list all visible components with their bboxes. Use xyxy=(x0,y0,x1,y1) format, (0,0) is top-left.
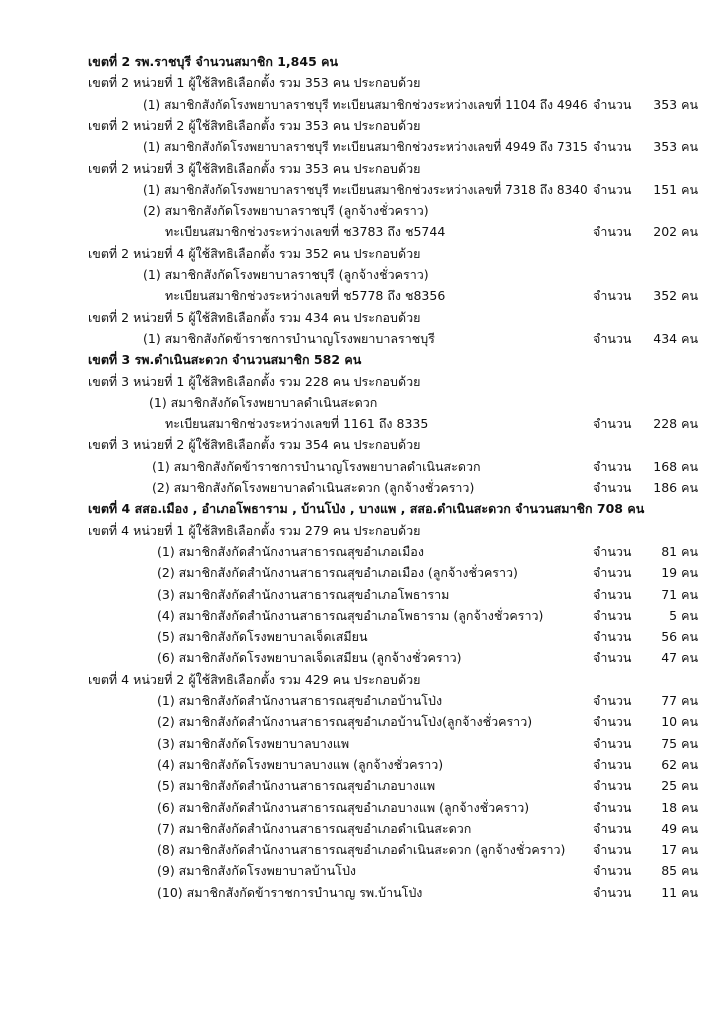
member-count: 49 คน xyxy=(661,820,698,836)
member-count: 19 คน xyxy=(661,565,698,581)
line-text: (9) สมาชิกสังกัดโรงพยาบาลบ้านโป่ง xyxy=(157,863,357,879)
line-text: (1) สมาชิกสังกัดข้าราชการบำนาญโรงพยาบาลดำเนินสะดวก xyxy=(152,458,481,474)
member-item xyxy=(0,882,724,903)
line-text: (3) สมาชิกสังกัดสำนักงานสาธารณสุขอำเภอโพธาราม xyxy=(157,586,450,602)
unit-heading xyxy=(0,669,724,690)
line-text: เขตที่ 2 รพ.ราชบุรี จำนวนสมาชิก 1,845 คน xyxy=(88,54,339,69)
member-item xyxy=(0,328,724,349)
amount-label: จำนวน xyxy=(593,799,632,815)
line-text: (1) สมาชิกสังกัดข้าราชการบำนาญโรงพยาบาลราชบุรี xyxy=(143,330,435,346)
amount-label: จำนวน xyxy=(593,863,632,879)
member-item xyxy=(0,477,724,498)
member-item xyxy=(0,200,724,221)
member-count: 11 คน xyxy=(661,884,698,900)
member-count: 85 คน xyxy=(661,863,698,879)
member-item xyxy=(0,797,724,818)
line-text: (6) สมาชิกสังกัดโรงพยาบาลเจ็ดเสมียน (ลูกจ้างชั่วคราว) xyxy=(157,650,462,666)
member-count: 56 คน xyxy=(661,629,698,645)
member-count: 5 คน xyxy=(669,607,698,623)
amount-label: จำนวน xyxy=(593,629,632,645)
line-text: (6) สมาชิกสังกัดสำนักงานสาธารณสุขอำเภอบางแพ (ลูกจ้างชั่วคราว) xyxy=(157,799,530,815)
line-text: (1) สมาชิกสังกัดสำนักงานสาธารณสุขอำเภอเมือง xyxy=(157,543,424,559)
member-item xyxy=(0,584,724,605)
unit-heading xyxy=(0,243,724,264)
amount-label: จำนวน xyxy=(593,650,632,666)
line-text: (4) สมาชิกสังกัดสำนักงานสาธารณสุขอำเภอโพธาราม (ลูกจ้างชั่วคราว) xyxy=(157,607,544,623)
line-text: (1) สมาชิกสังกัดสำนักงานสาธารณสุขอำเภอบ้านโป่ง xyxy=(157,693,443,708)
line-text: (5) สมาชิกสังกัดสำนักงานสาธารณสุขอำเภอบางแพ xyxy=(157,778,436,794)
line-text: เขตที่ 4 หน่วยที่ 1 ผู้ใช้สิทธิเลือกตั้ง รวม 279 คน ประกอบด้วย xyxy=(88,522,421,538)
amount-label: จำนวน xyxy=(593,480,632,495)
member-item xyxy=(0,839,724,860)
unit-heading xyxy=(0,158,724,179)
member-count: 62 คน xyxy=(661,756,698,772)
member-count: 353 คน xyxy=(653,139,698,155)
member-count: 151 คน xyxy=(653,181,698,197)
member-item xyxy=(0,264,724,285)
line-text: (7) สมาชิกสังกัดสำนักงานสาธารณสุขอำเภอดำเนินสะดวก xyxy=(157,820,472,836)
member-item xyxy=(0,860,724,881)
line-text: (5) สมาชิกสังกัดโรงพยาบาลเจ็ดเสมียน xyxy=(157,629,368,645)
member-item xyxy=(0,754,724,775)
amount-label: จำนวน xyxy=(593,288,632,304)
line-text: (1) สมาชิกสังกัดโรงพยาบาลราชบุรี ทะเบียนสมาชิกช่วงระหว่างเลขที่ 1104 ถึง 4946 xyxy=(143,96,588,112)
member-item xyxy=(0,818,724,839)
amount-label: จำนวน xyxy=(593,586,632,602)
member-count: 75 คน xyxy=(661,735,698,751)
unit-heading xyxy=(0,307,724,328)
amount-label: จำนวน xyxy=(593,842,632,858)
line-text: (3) สมาชิกสังกัดโรงพยาบาลบางแพ xyxy=(157,735,350,751)
member-item xyxy=(0,456,724,477)
unit-heading xyxy=(0,115,724,136)
member-count: 71 คน xyxy=(661,586,698,602)
section-heading xyxy=(0,349,724,370)
line-text: ทะเบียนสมาชิกช่วงระหว่างเลขที่ 1161 ถึง 8335 xyxy=(165,416,429,432)
amount-label: จำนวน xyxy=(593,416,632,432)
member-count: 81 คน xyxy=(661,543,698,559)
unit-heading xyxy=(0,72,724,93)
member-item xyxy=(0,179,724,200)
amount-label: จำนวน xyxy=(593,607,632,623)
member-item xyxy=(0,285,724,306)
member-item xyxy=(0,690,724,711)
line-text: ทะเบียนสมาชิกช่วงระหว่างเลขที่ ช5778 ถึง ช8356 xyxy=(165,288,446,304)
line-text: เขตที่ 2 หน่วยที่ 1 ผู้ใช้สิทธิเลือกตั้ง รวม 353 คน ประกอบด้วย xyxy=(88,75,421,91)
member-count: 186 คน xyxy=(653,480,698,495)
member-item xyxy=(0,626,724,647)
amount-label: จำนวน xyxy=(593,224,632,240)
amount-label: จำนวน xyxy=(593,139,632,155)
section-heading xyxy=(0,498,724,519)
unit-heading xyxy=(0,371,724,392)
line-text: (10) สมาชิกสังกัดข้าราชการบำนาญ รพ.บ้านโป่ง xyxy=(157,884,423,900)
amount-label: จำนวน xyxy=(593,714,632,730)
amount-label: จำนวน xyxy=(593,735,632,751)
line-text: (1) สมาชิกสังกัดโรงพยาบาลราชบุรี ทะเบียนสมาชิกช่วงระหว่างเลขที่ 7318 ถึง 8340 xyxy=(143,181,588,197)
amount-label: จำนวน xyxy=(593,884,632,900)
member-item xyxy=(0,562,724,583)
member-count: 47 คน xyxy=(661,650,698,666)
member-count: 228 คน xyxy=(653,416,698,432)
member-count: 77 คน xyxy=(661,693,698,708)
member-item xyxy=(0,775,724,796)
member-item xyxy=(0,733,724,754)
amount-label: จำนวน xyxy=(593,693,632,708)
line-text: (1) สมาชิกสังกัดโรงพยาบาลดำเนินสะดวก xyxy=(149,394,378,410)
member-item xyxy=(0,94,724,115)
member-count: 18 คน xyxy=(661,799,698,815)
line-text: (2) สมาชิกสังกัดสำนักงานสาธารณสุขอำเภอเมือง (ลูกจ้างชั่วคราว) xyxy=(157,565,518,581)
member-item xyxy=(0,221,724,242)
line-text: เขตที่ 2 หน่วยที่ 2 ผู้ใช้สิทธิเลือกตั้ง รวม 353 คน ประกอบด้วย xyxy=(88,117,421,133)
member-count: 434 คน xyxy=(653,330,698,346)
member-item xyxy=(0,413,724,434)
member-item xyxy=(0,541,724,562)
member-count: 17 คน xyxy=(661,842,698,858)
member-count: 25 คน xyxy=(661,778,698,794)
line-text: เขตที่ 2 หน่วยที่ 3 ผู้ใช้สิทธิเลือกตั้ง รวม 353 คน ประกอบด้วย xyxy=(88,160,421,176)
amount-label: จำนวน xyxy=(593,458,632,474)
line-text: เขตที่ 3 หน่วยที่ 1 ผู้ใช้สิทธิเลือกตั้ง รวม 228 คน ประกอบด้วย xyxy=(88,373,421,389)
amount-label: จำนวน xyxy=(593,756,632,772)
amount-label: จำนวน xyxy=(593,330,632,346)
member-count: 352 คน xyxy=(653,288,698,304)
line-text: (1) สมาชิกสังกัดโรงพยาบาลราชบุรี (ลูกจ้างชั่วคราว) xyxy=(143,267,429,282)
member-count: 353 คน xyxy=(653,96,698,112)
member-count: 10 คน xyxy=(661,714,698,730)
member-count: 168 คน xyxy=(653,458,698,474)
line-text: (2) สมาชิกสังกัดโรงพยาบาลดำเนินสะดวก (ลูกจ้างชั่วคราว) xyxy=(152,480,475,495)
line-text: (1) สมาชิกสังกัดโรงพยาบาลราชบุรี ทะเบียนสมาชิกช่วงระหว่างเลขที่ 4949 ถึง 7315 xyxy=(143,139,588,155)
member-item xyxy=(0,711,724,732)
line-text: เขตที่ 3 รพ.ดำเนินสะดวก จำนวนสมาชิก 582 คน xyxy=(88,352,362,368)
line-text: (2) สมาชิกสังกัดโรงพยาบาลราชบุรี (ลูกจ้างชั่วคราว) xyxy=(143,203,429,219)
line-text: เขตที่ 4 หน่วยที่ 2 ผู้ใช้สิทธิเลือกตั้ง รวม 429 คน ประกอบด้วย xyxy=(88,671,421,687)
member-item xyxy=(0,647,724,668)
amount-label: จำนวน xyxy=(593,181,632,197)
line-text: เขตที่ 2 หน่วยที่ 5 ผู้ใช้สิทธิเลือกตั้ง รวม 434 คน ประกอบด้วย xyxy=(88,309,421,325)
amount-label: จำนวน xyxy=(593,543,632,559)
amount-label: จำนวน xyxy=(593,778,632,794)
amount-label: จำนวน xyxy=(593,96,632,112)
line-text: (8) สมาชิกสังกัดสำนักงานสาธารณสุขอำเภอดำเนินสะดวก (ลูกจ้างชั่วคราว) xyxy=(157,842,566,858)
amount-label: จำนวน xyxy=(593,820,632,836)
section-heading xyxy=(0,51,724,72)
member-item xyxy=(0,605,724,626)
line-text: เขตที่ 3 หน่วยที่ 2 ผู้ใช้สิทธิเลือกตั้ง รวม 354 คน ประกอบด้วย xyxy=(88,437,421,453)
unit-heading xyxy=(0,434,724,455)
member-count: 202 คน xyxy=(653,224,698,240)
line-text: เขตที่ 2 หน่วยที่ 4 ผู้ใช้สิทธิเลือกตั้ง รวม 352 คน ประกอบด้วย xyxy=(88,245,421,261)
line-text: ทะเบียนสมาชิกช่วงระหว่างเลขที่ ช3783 ถึง ช5744 xyxy=(165,224,446,240)
line-text: (2) สมาชิกสังกัดสำนักงานสาธารณสุขอำเภอบ้านโป่ง(ลูกจ้างชั่วคราว) xyxy=(157,714,533,730)
member-item xyxy=(0,392,724,413)
amount-label: จำนวน xyxy=(593,565,632,581)
member-item xyxy=(0,136,724,157)
line-text: (4) สมาชิกสังกัดโรงพยาบาลบางแพ (ลูกจ้างชั่วคราว) xyxy=(157,756,444,772)
line-text: เขตที่ 4 สสอ.เมือง , อำเภอโพธาราม , บ้านโป่ง , บางแพ , สสอ.ดำเนินสะดวก จำนวนสมาชิก 708 คน xyxy=(88,501,645,517)
unit-heading xyxy=(0,520,724,541)
